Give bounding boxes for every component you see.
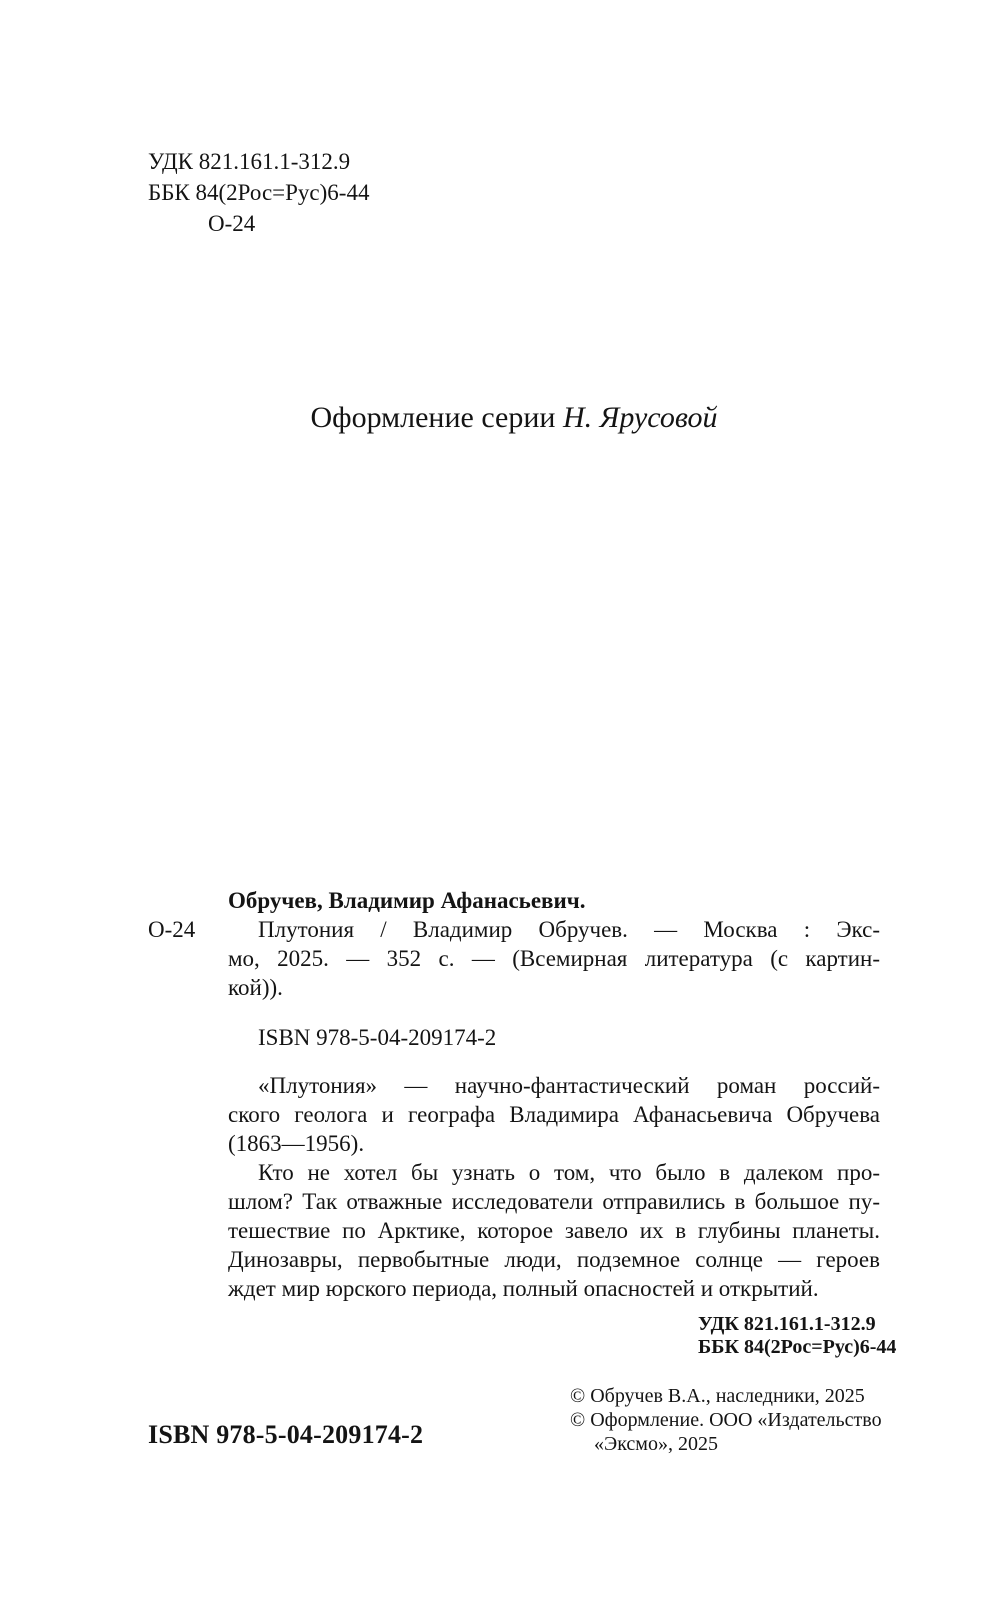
copyright-block [570, 1384, 882, 1456]
text-line: (1863—1956). [228, 1131, 365, 1156]
text-line: © Оформление. ООО «Издательство [570, 1409, 882, 1431]
text-line: кой)). [228, 975, 283, 1000]
text-line: «Плутония» — научно-фантастический роман россий- [258, 1073, 880, 1098]
bbk-code: ББК 84(2Рос=Рус)6-44 [148, 180, 370, 205]
text-line: Динозавры, первобытные люди, подземное солнце — героев [228, 1247, 880, 1272]
series-designer-name: Н. Ярусовой [562, 401, 718, 434]
text-line: шлом? Так отважные исследователи отправились в большое пу- [228, 1189, 880, 1214]
series-credit [148, 400, 880, 436]
author-mark: О-24 [208, 211, 256, 236]
card-annotation [228, 1071, 880, 1303]
annotation-paragraph [228, 1071, 880, 1158]
text-line: ждет мир юрского периода, полный опасностей и открытий. [228, 1276, 819, 1301]
text-line: Плутония / Владимир Обручев. — Москва : Экс- [258, 917, 880, 942]
udk-code: УДК 821.161.1-312.9 [148, 149, 351, 174]
catalog-card [228, 886, 897, 1359]
card-description [228, 915, 880, 1002]
text-line: «Эксмо», 2025 [594, 1433, 718, 1455]
card-margin-mark: О-24 [148, 917, 196, 942]
annotation-paragraph [228, 1158, 880, 1303]
card-bbk-code: ББК 84(2Рос=Рус)6-44 [698, 1336, 897, 1358]
top-codes-block [148, 146, 369, 239]
text-line: ского геолога и географа Владимира Афанасьевича Обручева [228, 1102, 880, 1127]
bottom-isbn: ISBN 978-5-04-209174-2 [148, 1420, 424, 1449]
text-line: Кто не хотел бы узнать о том, что было в далеком про- [258, 1160, 880, 1185]
series-credit-prefix: Оформление серии [310, 401, 556, 434]
text-line: © Обручев В.А., наследники, 2025 [570, 1385, 865, 1407]
card-author-heading: Обручев, Владимир Афанасьевич. [228, 888, 586, 913]
text-line: тешествие по Арктике, которое завело их в глубины планеты. [228, 1218, 880, 1243]
card-udk-code: УДК 821.161.1-312.9 [698, 1313, 876, 1335]
card-codes-block [698, 1313, 897, 1359]
text-line: мо, 2025. — 352 с. — (Всемирная литература (с картин- [228, 946, 880, 971]
card-isbn: ISBN 978-5-04-209174-2 [258, 1025, 497, 1050]
